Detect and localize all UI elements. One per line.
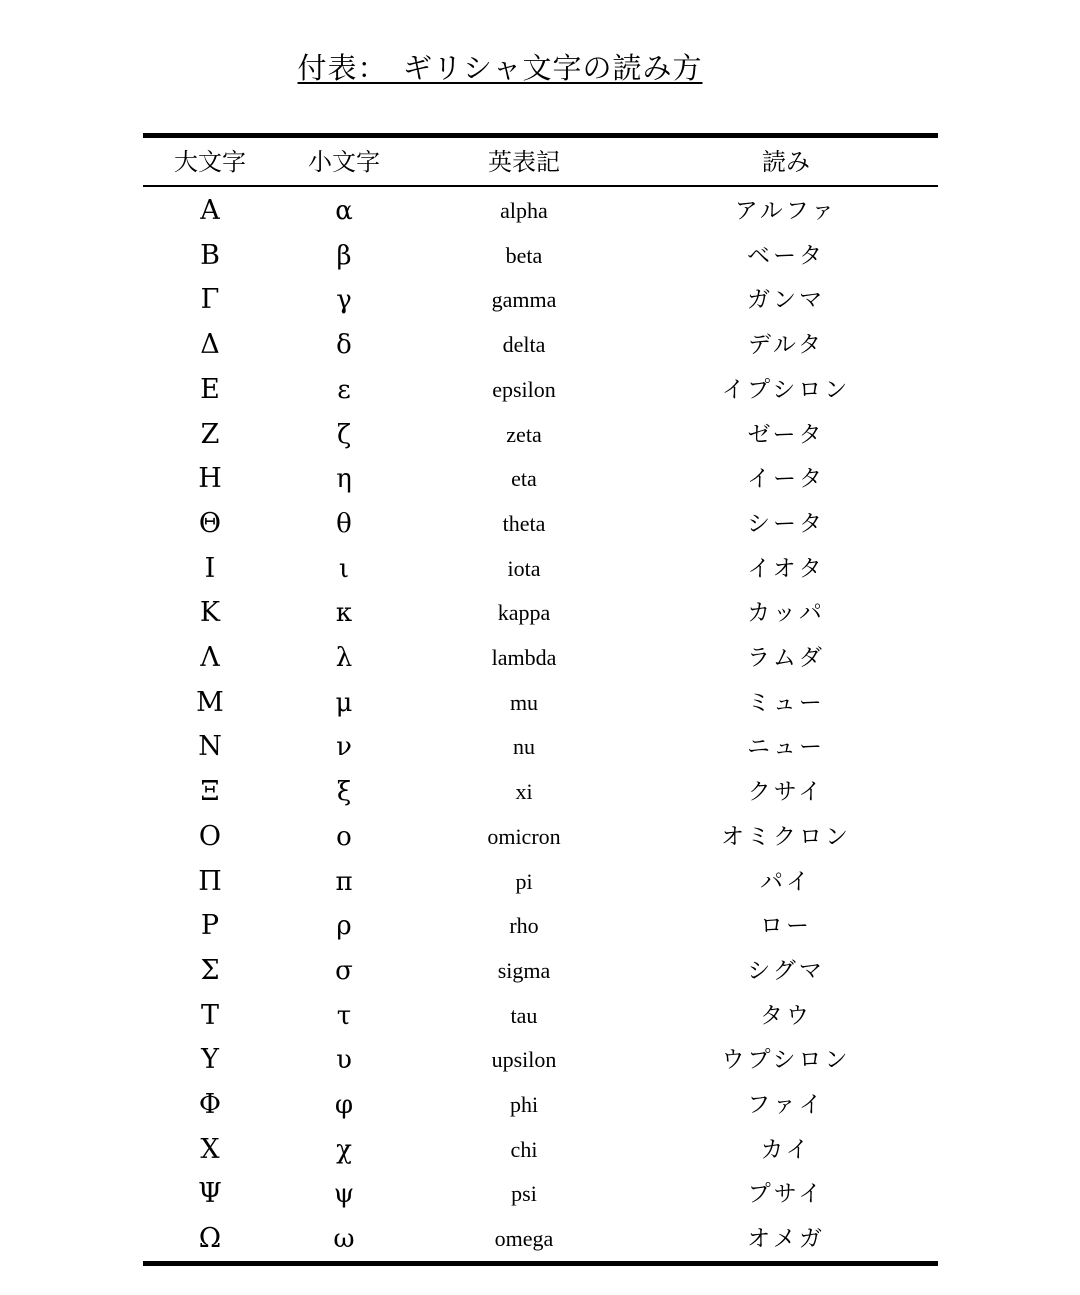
table-bottom-rule (143, 1261, 938, 1266)
reading-cell: パイ (760, 868, 812, 895)
table-row (0, 591, 1080, 636)
uppercase-cell: Η (198, 463, 222, 495)
table-row (0, 413, 1080, 458)
uppercase-cell: Π (198, 865, 222, 897)
uppercase-cell: Τ (200, 999, 220, 1031)
lowercase-cell: χ (336, 1134, 352, 1165)
english-cell: iota (507, 555, 541, 581)
uppercase-cell: Ε (200, 373, 220, 405)
uppercase-cell: Ξ (200, 776, 220, 808)
reading-cell: ミュー (747, 689, 825, 716)
table-row (0, 1217, 1080, 1262)
uppercase-cell: Ι (204, 552, 216, 584)
header-reading: 読み (762, 148, 810, 176)
reading-cell: ファイ (747, 1092, 825, 1118)
uppercase-cell: Χ (200, 1133, 220, 1165)
english-cell: omicron (487, 823, 561, 849)
lowercase-cell: ν (336, 732, 352, 763)
table-row (0, 1038, 1080, 1083)
uppercase-cell: Κ (199, 597, 221, 629)
table-row (0, 860, 1080, 905)
reading-cell: デルタ (748, 332, 824, 359)
english-cell: phi (509, 1092, 539, 1117)
lowercase-cell: ξ (336, 777, 352, 808)
table-row (0, 368, 1080, 413)
table-row (0, 1128, 1080, 1173)
table-row (0, 323, 1080, 368)
uppercase-cell: Α (200, 195, 220, 226)
uppercase-cell: Σ (200, 954, 220, 986)
uppercase-cell: Υ (201, 1044, 219, 1076)
uppercase-cell: Ζ (200, 418, 220, 450)
reading-cell: シータ (747, 510, 825, 537)
lowercase-cell: γ (336, 285, 352, 316)
table-row (0, 278, 1080, 323)
english-cell: psi (511, 1181, 537, 1207)
lowercase-cell: τ (336, 1000, 352, 1031)
table-row (0, 234, 1080, 279)
table-row (0, 1172, 1080, 1217)
lowercase-cell: ι (338, 553, 350, 584)
lowercase-cell: θ (336, 508, 352, 539)
uppercase-cell: Ω (198, 1223, 222, 1255)
reading-cell: タウ (760, 1002, 812, 1029)
uppercase-cell: Ρ (200, 910, 220, 942)
reading-cell: ロー (760, 913, 812, 940)
table-row (0, 636, 1080, 681)
table-row (0, 770, 1080, 815)
table-row (0, 949, 1080, 994)
english-cell: lambda (491, 645, 557, 670)
reading-cell: カイ (760, 1136, 812, 1163)
table-row (0, 994, 1080, 1039)
english-cell: rho (509, 913, 539, 939)
lowercase-cell: κ (335, 598, 353, 629)
english-cell: theta (502, 510, 546, 536)
lowercase-cell: η (336, 464, 352, 495)
lowercase-cell: ζ (336, 419, 352, 450)
lowercase-cell: μ (335, 687, 353, 718)
reading-cell: ニュー (747, 734, 825, 761)
table-row (0, 1083, 1080, 1128)
table-header-row (0, 140, 1080, 184)
reading-cell: ベータ (747, 242, 825, 269)
table-row (0, 904, 1080, 949)
uppercase-cell: Μ (196, 686, 224, 718)
english-cell: alpha (500, 198, 548, 223)
table-top-rule (143, 133, 938, 138)
lowercase-cell: ψ (333, 1179, 355, 1210)
uppercase-cell: Ν (198, 731, 222, 763)
uppercase-cell: Γ (200, 284, 220, 316)
page-title: 付表： ギリシャ文字の読み方 (297, 51, 703, 85)
english-cell: xi (515, 779, 533, 805)
lowercase-cell: δ (336, 330, 352, 361)
reading-cell: イオタ (747, 555, 825, 582)
uppercase-cell: Φ (198, 1089, 222, 1120)
lowercase-cell: φ (334, 1090, 354, 1120)
reading-cell: シグマ (747, 957, 825, 984)
lowercase-cell: α (335, 196, 353, 226)
reading-cell: イプシロン (721, 376, 851, 403)
lowercase-cell: ρ (336, 911, 352, 942)
header-english: 英表記 (488, 148, 560, 176)
english-cell: upsilon (491, 1047, 557, 1073)
lowercase-cell: σ (335, 955, 353, 986)
reading-cell: ガンマ (747, 287, 825, 314)
english-cell: eta (511, 466, 537, 492)
table-row (0, 547, 1080, 592)
english-cell: tau (510, 1002, 538, 1028)
reading-cell: アルファ (734, 198, 838, 224)
english-cell: mu (509, 689, 539, 715)
english-cell: omega (494, 1226, 554, 1252)
english-cell: beta (505, 242, 543, 268)
uppercase-cell: Θ (198, 507, 222, 539)
table-row (0, 681, 1080, 726)
reading-cell: クサイ (747, 779, 825, 806)
reading-cell: イータ (747, 466, 825, 493)
english-cell: chi (510, 1136, 538, 1162)
uppercase-cell: Ο (198, 820, 222, 852)
lowercase-cell: υ (336, 1045, 352, 1076)
uppercase-cell: Β (200, 239, 220, 271)
english-cell: pi (515, 868, 533, 894)
english-cell: epsilon (492, 376, 556, 402)
reading-cell: ラムダ (747, 645, 825, 671)
lowercase-cell: ω (333, 1224, 355, 1255)
reading-cell: ゼータ (747, 421, 825, 448)
english-cell: zeta (506, 421, 542, 447)
uppercase-cell: Ψ (198, 1178, 222, 1210)
table-row (0, 815, 1080, 860)
reading-cell: オミクロン (721, 823, 851, 850)
table-row (0, 502, 1080, 547)
uppercase-cell: Δ (200, 329, 220, 361)
lowercase-cell: β (336, 240, 352, 271)
header-uppercase: 大文字 (174, 148, 246, 176)
lowercase-cell: ο (336, 821, 352, 852)
reading-cell: プサイ (747, 1181, 825, 1208)
lowercase-cell: π (335, 866, 353, 897)
english-cell: nu (513, 734, 535, 760)
table-row (0, 189, 1080, 234)
english-cell: delta (502, 332, 546, 358)
table-row (0, 457, 1080, 502)
reading-cell: オメガ (747, 1226, 825, 1253)
lowercase-cell: ε (337, 374, 351, 405)
header-lowercase: 小文字 (308, 148, 380, 176)
lowercase-cell: λ (335, 643, 353, 673)
english-cell: gamma (491, 287, 557, 313)
reading-cell: ウプシロン (721, 1047, 851, 1074)
english-cell: sigma (497, 957, 551, 983)
table-header-rule (143, 185, 938, 187)
english-cell: kappa (497, 600, 551, 626)
table-row (0, 725, 1080, 770)
reading-cell: カッパ (747, 600, 825, 627)
uppercase-cell: Λ (200, 642, 220, 673)
